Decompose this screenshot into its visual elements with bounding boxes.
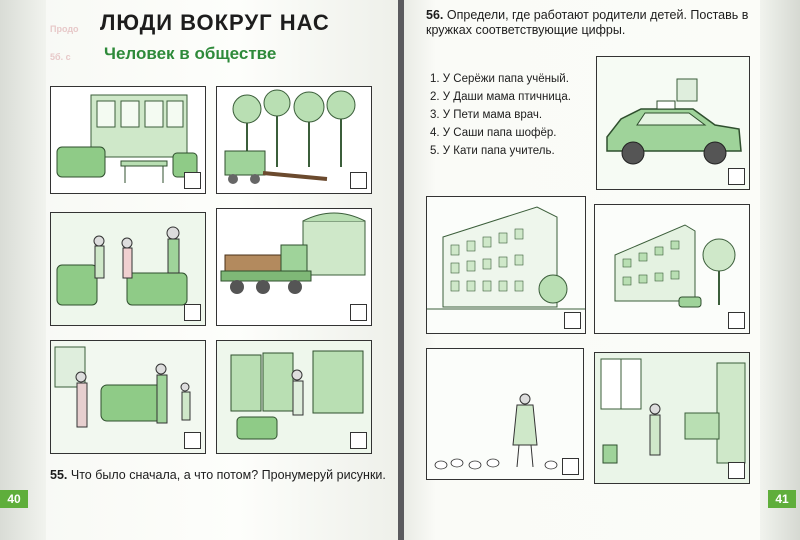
list-item: 3. У Пети мама врач. xyxy=(430,109,543,121)
answer-list xyxy=(430,70,571,160)
page-number: 40 xyxy=(0,490,28,508)
answer-box[interactable] xyxy=(184,432,201,449)
task-text: Определи, где работают родители детей. Поставь в кружках соответствующие цифры. xyxy=(426,8,749,37)
furniture-delivery-illustration xyxy=(50,340,206,454)
left-page-edge xyxy=(0,0,46,540)
furniture-room-illustration xyxy=(50,86,206,194)
task-number: 55. xyxy=(50,468,68,482)
task-56 xyxy=(426,8,766,38)
task-text: Что было сначала, а что потом? Пронумеруй рисунки. xyxy=(70,468,386,482)
section-subtitle: Человек в обществе xyxy=(104,44,277,63)
furniture-factory-illustration xyxy=(216,340,372,454)
hospital-building-illustration xyxy=(594,204,750,334)
timber-truck-illustration xyxy=(216,208,372,326)
task-55 xyxy=(50,468,386,482)
answer-box[interactable] xyxy=(562,458,579,475)
forest-logging-illustration xyxy=(216,86,372,194)
answer-box[interactable] xyxy=(564,312,581,329)
answer-box[interactable] xyxy=(184,172,201,189)
bleedthrough-text: 5б. с xyxy=(50,52,71,62)
list-item: 1. У Серёжи папа учёный. xyxy=(430,73,569,85)
page-number: 41 xyxy=(768,490,796,508)
list-item: 2. У Даши мама птичница. xyxy=(430,91,571,103)
answer-box[interactable] xyxy=(728,168,745,185)
laboratory-illustration xyxy=(594,352,750,484)
answer-box[interactable] xyxy=(350,304,367,321)
poultry-farm-illustration xyxy=(426,348,584,480)
taxi-car-illustration xyxy=(596,56,750,190)
answer-box[interactable] xyxy=(350,432,367,449)
answer-box[interactable] xyxy=(728,462,745,479)
answer-box[interactable] xyxy=(184,304,201,321)
bleedthrough-text: Продо xyxy=(50,24,79,34)
list-item: 4. У Саши папа шофёр. xyxy=(430,127,557,139)
furniture-store-illustration xyxy=(50,212,206,326)
task-number: 56. xyxy=(426,8,444,22)
left-page xyxy=(0,0,398,540)
list-item: 5. У Кати папа учитель. xyxy=(430,145,555,157)
right-page xyxy=(404,0,800,540)
answer-box[interactable] xyxy=(728,312,745,329)
section-title: ЛЮДИ ВОКРУГ НАС xyxy=(100,10,330,35)
answer-box[interactable] xyxy=(350,172,367,189)
right-page-edge xyxy=(760,0,800,540)
school-building-illustration xyxy=(426,196,586,334)
